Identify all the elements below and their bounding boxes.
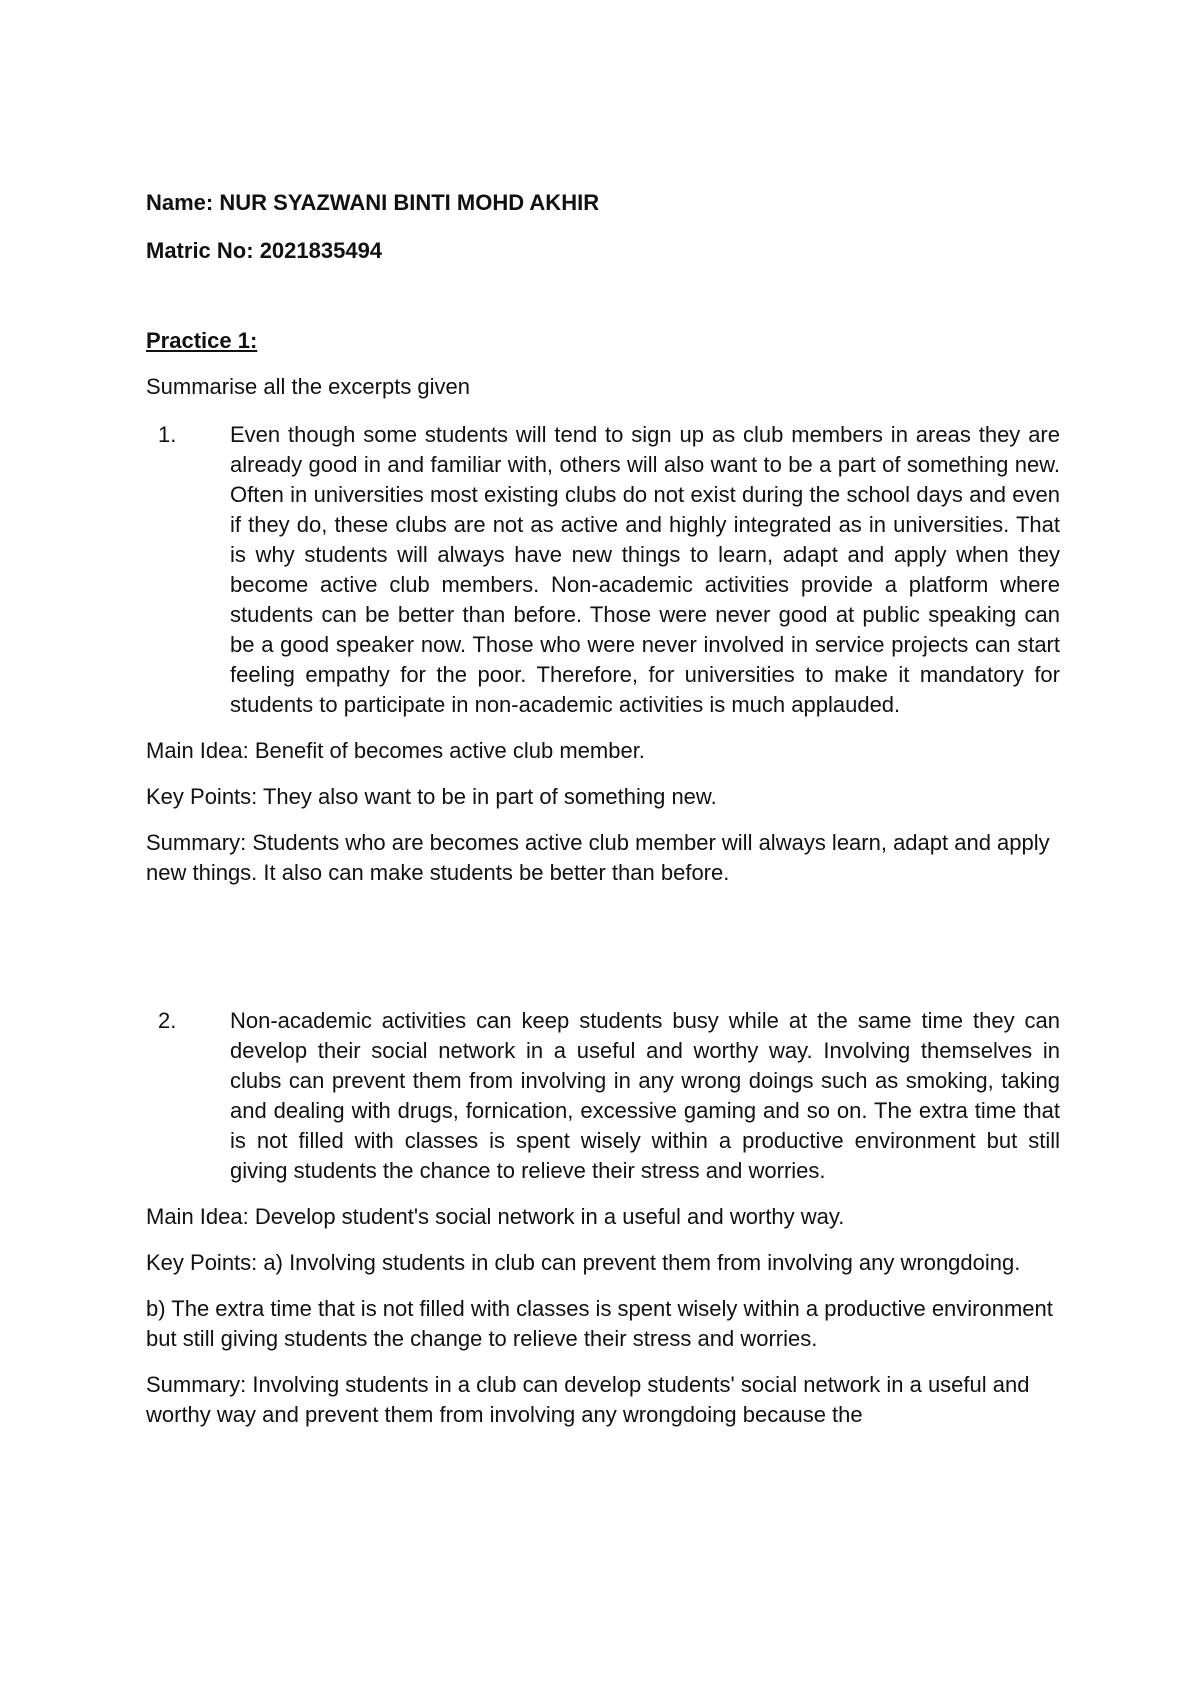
- excerpt-text: Even though some students will tend to sign up as club members in areas they are already good in and familiar with, others will also want to be a part of something new. Often in universities most existing clubs do not exist during the school days and even if they do, these clubs are not as active and highly integrated as in universities. That is why students will always have new things to learn, adapt and apply when they become active club members. Non-academic activities provide a platform where students can be better than before. Those were never good at public speaking can be a good speaker now. Those who were never involved in service projects can start feeling empathy for the poor. Therefore, for universities to make it mandatory for students to participate in non-academic activities is much applauded.: [230, 422, 1060, 717]
- practice-instruction: Summarise all the excerpts given: [146, 374, 471, 399]
- name-value: NUR SYAZWANI BINTI MOHD AKHIR: [219, 190, 600, 215]
- excerpt-number: 1.: [158, 422, 177, 447]
- key-points: Key Points: They also want to be in part of something new.: [146, 784, 717, 809]
- excerpt-item-1: [146, 420, 1060, 720]
- document-page: [146, 188, 1060, 1430]
- excerpt-text: Non-academic activities can keep students busy while at the same time they can develop their social network in a useful and worthy way. Involving themselves in clubs can prevent them from involving in any wrong doings such as smoking, taking and dealing with drugs, fornication, excessive gaming and so on. The extra time that is not filled with classes is spent wisely within a productive environment but still giving students the chance to relieve their stress and worries.: [230, 1008, 1060, 1183]
- matric-number-line: [146, 236, 1060, 266]
- key-points-b: b) The extra time that is not filled with classes is spent wisely within a productive environment but still giving students the change to relieve their stress and worries.: [146, 1296, 1053, 1351]
- excerpt-item-2: [146, 1006, 1060, 1186]
- main-idea: Main Idea: Develop student's social network in a useful and worthy way.: [146, 1204, 845, 1229]
- matric-value: 2021835494: [259, 238, 383, 263]
- matric-label: Matric No:: [146, 238, 254, 263]
- practice-title: Practice 1:: [146, 328, 258, 353]
- excerpt-number: 2.: [158, 1008, 177, 1033]
- name-label: Name:: [146, 190, 214, 215]
- key-points-a: Key Points: a) Involving students in club can prevent them from involving any wrongdoing.: [146, 1250, 1021, 1275]
- summary: Summary: Students who are becomes active club member will always learn, adapt and apply new things. It also can make students be better than before.: [146, 830, 1050, 885]
- spacer: [146, 888, 1060, 988]
- summary: Summary: Involving students in a club can develop students' social network in a useful and worthy way and prevent them from involving any wrongdoing because the: [146, 1372, 1030, 1427]
- main-idea: Main Idea: Benefit of becomes active club member.: [146, 738, 645, 763]
- student-name-line: [146, 188, 1060, 218]
